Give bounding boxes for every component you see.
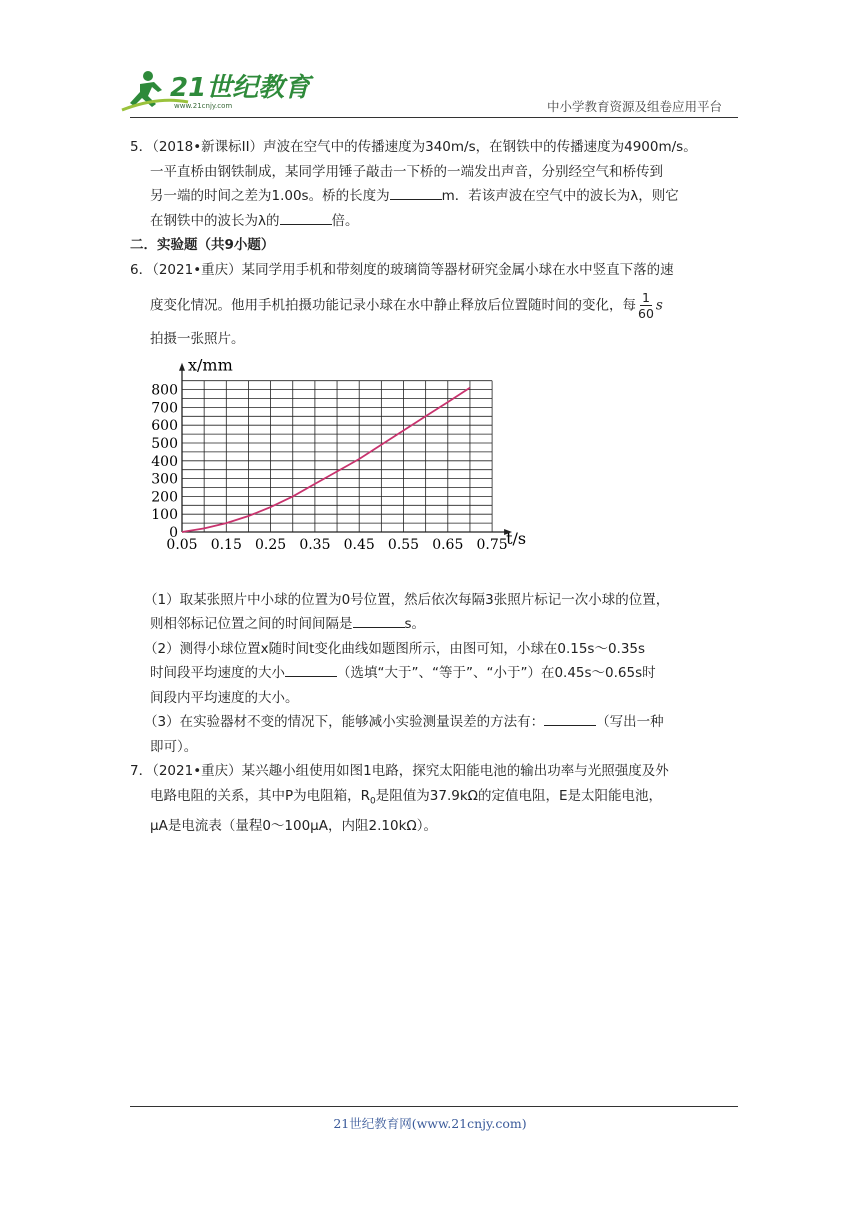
q6-part3-text-a: （3）在实验器材不变的情况下，能够减小实验测量误差的方法有：: [144, 714, 545, 730]
x-tick-label: 0.45: [343, 537, 375, 553]
q6-part2-text-a: 时间段平均速度的大小: [150, 665, 285, 681]
q6-part1-line2: [130, 612, 740, 637]
platform-label: 中小学教育资源及组卷应用平台: [546, 99, 722, 114]
logo: [118, 66, 311, 118]
q5-line3: [130, 184, 740, 209]
logo-url: www.21cnjy.com: [174, 102, 233, 110]
fraction-numerator: 1: [641, 290, 650, 305]
q6-part2-line1: （2）测得小球位置x随时间t变化曲线如题图所示，由图可知，小球在0.15s～0.35s: [144, 640, 646, 657]
q7-line2: [130, 784, 740, 814]
y-tick-label: 200: [151, 489, 178, 506]
y-tick-label: 0: [169, 525, 178, 541]
q5-text-d: 倍。: [331, 212, 359, 229]
q6-part1-text: 则相邻标记位置之间的时间间隔是: [150, 616, 353, 632]
q7-line1: 7．（2021•重庆）某兴趣小组使用如图1电路，探究太阳能电池的输出功率与光照强度及外: [130, 763, 669, 779]
data-series-line: [182, 388, 470, 532]
answer-blank: [353, 613, 405, 628]
y-axis-label: x/mm: [188, 355, 233, 375]
q5-line4: [130, 209, 740, 234]
x-tick-label: 0.65: [432, 537, 464, 553]
section-heading: 二．实验题（共9小题）: [130, 237, 275, 253]
x-tick-label: 0.75: [476, 537, 508, 553]
q5-line2: 一平直桥由钢铁制成，某同学用锤子敲击一下桥的一端发出声音，分别经空气和桥传到: [150, 163, 663, 180]
x-tick-label: 0.05: [166, 537, 198, 553]
q5-text-a: 另一端的时间之差为1.00s。桥的长度为: [150, 188, 390, 204]
x-tick-label: 0.35: [299, 537, 331, 553]
y-tick-label: 800: [151, 382, 178, 399]
q7-subscript: 0: [370, 796, 376, 807]
y-tick-label: 600: [151, 418, 178, 435]
y-tick-label: 100: [151, 507, 178, 524]
x-tick-label: 0.55: [387, 537, 420, 553]
q6-part1-line1: （1）取某张照片中小球的位置为0号位置，然后依次每隔3张照片标记一次小球的位置，: [144, 591, 670, 608]
header-divider: [130, 117, 738, 118]
y-tick-label: 500: [151, 436, 178, 452]
footer-text: 21世纪教育网(www.21cnjy.com): [333, 1116, 527, 1131]
question-7: [130, 759, 740, 838]
q7-text-b: 是阻值为37.9kΩ的定值电阻，E是太阳能电池，: [375, 787, 662, 804]
q6-part2-line2: [130, 661, 740, 686]
footer-divider: [130, 1106, 738, 1107]
q6-part1-unit: s。: [404, 616, 426, 632]
q6-line2: [130, 290, 740, 321]
q6-line2-text: 度变化情况。他用手机拍摄功能记录小球在水中静止释放后位置随时间的变化，每: [150, 297, 636, 314]
x-axis-label: t/s: [506, 529, 527, 548]
answer-blank: [285, 662, 337, 677]
q6-part2-line3: 间段内平均速度的大小。: [150, 689, 299, 706]
y-tick-label: 300: [151, 471, 178, 488]
y-tick-label: 700: [151, 400, 178, 417]
q6-part3-text-b: （写出一种: [596, 714, 664, 730]
position-time-chart: [138, 345, 538, 560]
y-tick-label: 400: [151, 453, 178, 470]
x-tick-label: 0.15: [210, 537, 242, 553]
q6-part3-line2: 即可）。: [150, 738, 198, 755]
q6-line3: 拍摄一张照片。: [150, 331, 245, 347]
q6-part3-line1: [130, 710, 740, 735]
unit-s: s: [655, 297, 663, 314]
q6-part2-text-b: （选填“大于”、“等于”、“小于”）在0.45s～0.65s时: [337, 665, 656, 681]
q7-text-a: 电路电阻的关系，其中P为电阻箱，R: [150, 787, 371, 804]
q7-line3: μA是电流表（量程0～100μA，内阻2.10kΩ）。: [150, 817, 437, 834]
fraction: [638, 290, 654, 321]
question-5: [130, 135, 740, 233]
x-tick-label: 0.25: [255, 537, 287, 553]
fraction-denominator: 60: [638, 306, 654, 321]
q5-line1: 5．（2018•新课标II）声波在空气中的传播速度为340m/s，在钢铁中的传播速度为4900m/s。: [130, 139, 697, 155]
q5-text-c: 在钢铁中的波长为λ的: [150, 212, 280, 229]
answer-blank: [280, 210, 332, 225]
answer-blank: [390, 185, 442, 200]
q6-line1: 6．（2021•重庆）某同学用手机和带刻度的玻璃筒等器材研究金属小球在水中竖直下落的速: [130, 261, 674, 278]
y-axis-arrow: [179, 363, 185, 371]
logo-text: 21世纪教育: [170, 73, 311, 103]
q5-text-b: m．若该声波在空气中的波长为λ，则它: [441, 188, 679, 204]
answer-blank: [544, 711, 596, 726]
